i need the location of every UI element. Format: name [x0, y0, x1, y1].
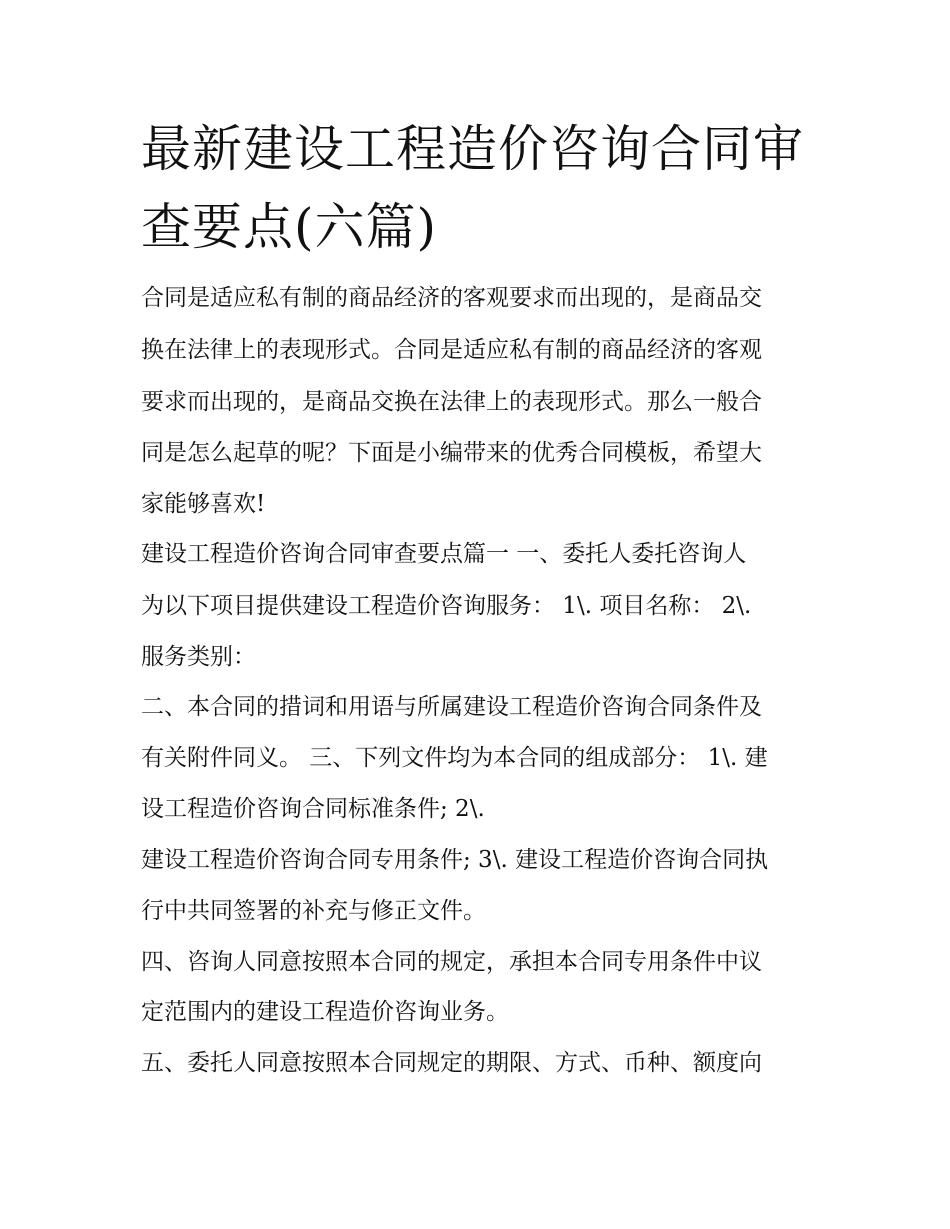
- document-title: [141, 110, 821, 266]
- body-line-12: 建设工程造价咨询合同专用条件; 3\. 建设工程造价咨询合同执: [141, 847, 769, 873]
- body-line-11: 设工程造价咨询合同标准条件; 2\.: [141, 796, 485, 822]
- body-line-7: 为以下项目提供建设工程造价咨询服务： 1\. 项目名称： 2\.: [141, 593, 752, 619]
- title-line-2: 查要点(六篇): [141, 198, 438, 256]
- body-line-2: 换在法律上的表现形式。合同是适应私有制的商品经济的客观: [141, 337, 762, 363]
- body-line-1: 合同是适应私有制的商品经济的客观要求而出现的，是商品交: [141, 285, 762, 311]
- body-line-9: 二、本合同的措词和用语与所属建设工程造价咨询合同条件及: [141, 694, 762, 720]
- title-line-1: 最新建设工程造价咨询合同审: [141, 120, 804, 178]
- body-line-10: 有关附件同义。 三、下列文件均为本合同的组成部分： 1\. 建: [141, 745, 768, 771]
- body-line-13: 行中共同签署的补充与修正文件。: [141, 898, 486, 924]
- body-line-8: 服务类别：: [141, 644, 256, 670]
- body-line-14: 四、咨询人同意按照本合同的规定，承担本合同专用条件中议: [141, 949, 762, 975]
- body-line-3: 要求而出现的，是商品交换在法律上的表现形式。那么一般合: [141, 389, 762, 415]
- body-line-4: 同是怎么起草的呢？下面是小编带来的优秀合同模板，希望大: [141, 440, 762, 466]
- body-line-5: 家能够喜欢!: [141, 491, 266, 517]
- body-line-15: 定范围内的建设工程造价咨询业务。: [141, 999, 509, 1025]
- body-line-6: 建设工程造价咨询合同审查要点篇一 一、委托人委托咨询人: [141, 541, 747, 567]
- body-line-16: 五、委托人同意按照本合同规定的期限、方式、币种、额度向: [141, 1050, 762, 1076]
